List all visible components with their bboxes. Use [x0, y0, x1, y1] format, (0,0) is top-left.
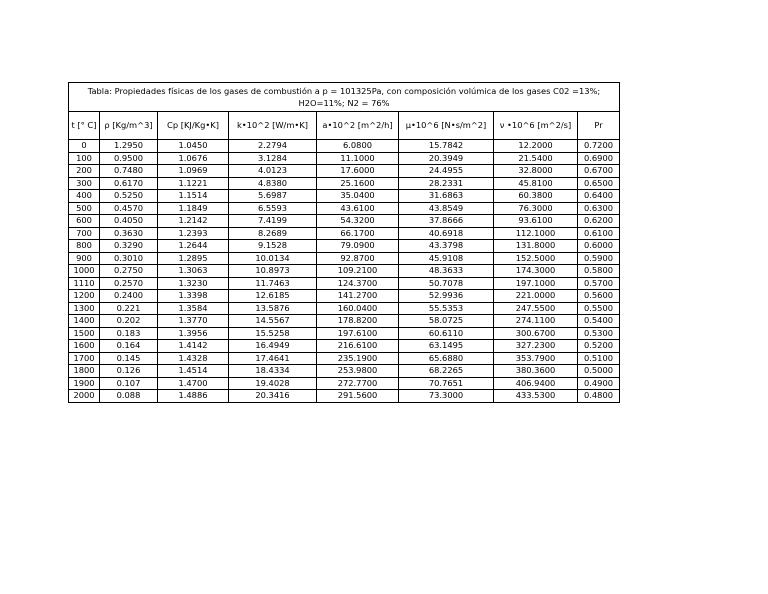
cell-col-specific-heat: 1.2644	[158, 240, 229, 253]
cell-col-prandtl: 0.7200	[578, 140, 620, 153]
table-row	[69, 140, 620, 153]
cell-col-prandtl: 0.5600	[578, 290, 620, 303]
cell-col-kinematic-viscosity: 76.3000	[494, 202, 578, 215]
cell-col-conductivity: 10.8973	[229, 265, 317, 278]
cell-col-specific-heat: 1.4886	[158, 390, 229, 403]
cell-col-density: 0.2400	[100, 290, 158, 303]
cell-col-dynamic-viscosity: 55.5353	[399, 302, 494, 315]
header-col-kinematic-viscosity: ν •10^6 [m^2/s]	[494, 112, 578, 140]
cell-col-temperature: 500	[69, 202, 100, 215]
table-row	[69, 302, 620, 315]
cell-col-prandtl: 0.4900	[578, 377, 620, 390]
cell-col-conductivity: 8.2689	[229, 227, 317, 240]
cell-col-density: 0.3630	[100, 227, 158, 240]
cell-col-conductivity: 10.0134	[229, 252, 317, 265]
cell-col-conductivity: 16.4949	[229, 340, 317, 353]
cell-col-prandtl: 0.5300	[578, 327, 620, 340]
cell-col-dynamic-viscosity: 60.6110	[399, 327, 494, 340]
cell-col-prandtl: 0.6000	[578, 240, 620, 253]
cell-col-conductivity: 5.6987	[229, 190, 317, 203]
cell-col-dynamic-viscosity: 70.7651	[399, 377, 494, 390]
cell-col-kinematic-viscosity: 152.5000	[494, 252, 578, 265]
table-row	[69, 215, 620, 228]
cell-col-kinematic-viscosity: 247.5500	[494, 302, 578, 315]
cell-col-density: 0.6170	[100, 177, 158, 190]
cell-col-diffusivity: 79.0900	[317, 240, 399, 253]
cell-col-diffusivity: 124.3700	[317, 277, 399, 290]
cell-col-conductivity: 4.8380	[229, 177, 317, 190]
cell-col-density: 0.3290	[100, 240, 158, 253]
cell-col-density: 0.145	[100, 352, 158, 365]
cell-col-kinematic-viscosity: 131.8000	[494, 240, 578, 253]
cell-col-kinematic-viscosity: 221.0000	[494, 290, 578, 303]
cell-col-prandtl: 0.6100	[578, 227, 620, 240]
cell-col-kinematic-viscosity: 353.7900	[494, 352, 578, 365]
cell-col-diffusivity: 6.0800	[317, 140, 399, 153]
cell-col-temperature: 1000	[69, 265, 100, 278]
cell-col-temperature: 1300	[69, 302, 100, 315]
table-row	[69, 265, 620, 278]
header-row	[69, 112, 620, 140]
cell-col-specific-heat: 1.2895	[158, 252, 229, 265]
cell-col-conductivity: 3.1284	[229, 152, 317, 165]
cell-col-specific-heat: 1.4142	[158, 340, 229, 353]
cell-col-dynamic-viscosity: 50.7078	[399, 277, 494, 290]
cell-col-diffusivity: 253.9800	[317, 365, 399, 378]
cell-col-dynamic-viscosity: 58.0725	[399, 315, 494, 328]
title-row	[69, 83, 620, 112]
cell-col-conductivity: 15.5258	[229, 327, 317, 340]
cell-col-diffusivity: 54.3200	[317, 215, 399, 228]
header-col-dynamic-viscosity: μ•10^6 [N•s/m^2]	[399, 112, 494, 140]
cell-col-diffusivity: 11.1000	[317, 152, 399, 165]
cell-col-diffusivity: 17.6000	[317, 165, 399, 178]
cell-col-dynamic-viscosity: 28.2331	[399, 177, 494, 190]
cell-col-temperature: 200	[69, 165, 100, 178]
cell-col-density: 0.164	[100, 340, 158, 353]
table-row	[69, 240, 620, 253]
cell-col-temperature: 800	[69, 240, 100, 253]
cell-col-specific-heat: 1.4328	[158, 352, 229, 365]
cell-col-kinematic-viscosity: 45.8100	[494, 177, 578, 190]
cell-col-diffusivity: 160.0400	[317, 302, 399, 315]
cell-col-diffusivity: 291.5600	[317, 390, 399, 403]
cell-col-dynamic-viscosity: 45.9108	[399, 252, 494, 265]
cell-col-specific-heat: 1.4514	[158, 365, 229, 378]
cell-col-prandtl: 0.5900	[578, 252, 620, 265]
cell-col-diffusivity: 43.6100	[317, 202, 399, 215]
cell-col-specific-heat: 1.2142	[158, 215, 229, 228]
cell-col-conductivity: 11.7463	[229, 277, 317, 290]
cell-col-conductivity: 18.4334	[229, 365, 317, 378]
cell-col-prandtl: 0.6700	[578, 165, 620, 178]
cell-col-kinematic-viscosity: 406.9400	[494, 377, 578, 390]
cell-col-diffusivity: 66.1700	[317, 227, 399, 240]
cell-col-kinematic-viscosity: 12.2000	[494, 140, 578, 153]
cell-col-temperature: 1200	[69, 290, 100, 303]
cell-col-specific-heat: 1.1514	[158, 190, 229, 203]
table-row	[69, 190, 620, 203]
cell-col-density: 0.221	[100, 302, 158, 315]
table-row	[69, 290, 620, 303]
header-col-temperature: t [° C]	[69, 112, 100, 140]
cell-col-temperature: 1600	[69, 340, 100, 353]
cell-col-specific-heat: 1.3770	[158, 315, 229, 328]
cell-col-specific-heat: 1.3230	[158, 277, 229, 290]
cell-col-diffusivity: 141.2700	[317, 290, 399, 303]
cell-col-specific-heat: 1.3956	[158, 327, 229, 340]
cell-col-temperature: 400	[69, 190, 100, 203]
table-row	[69, 152, 620, 165]
cell-col-dynamic-viscosity: 24.4955	[399, 165, 494, 178]
table-body	[69, 140, 620, 403]
cell-col-dynamic-viscosity: 40.6918	[399, 227, 494, 240]
cell-col-temperature: 100	[69, 152, 100, 165]
header-col-density: ρ [Kg/m^3]	[100, 112, 158, 140]
cell-col-dynamic-viscosity: 15.7842	[399, 140, 494, 153]
cell-col-prandtl: 0.6900	[578, 152, 620, 165]
cell-col-density: 0.4050	[100, 215, 158, 228]
header-col-prandtl: Pr	[578, 112, 620, 140]
cell-col-dynamic-viscosity: 37.8666	[399, 215, 494, 228]
cell-col-dynamic-viscosity: 68.2265	[399, 365, 494, 378]
cell-col-specific-heat: 1.0676	[158, 152, 229, 165]
table-row	[69, 390, 620, 403]
cell-col-density: 0.126	[100, 365, 158, 378]
cell-col-dynamic-viscosity: 31.6863	[399, 190, 494, 203]
cell-col-temperature: 0	[69, 140, 100, 153]
properties-table	[68, 82, 620, 403]
cell-col-conductivity: 9.1528	[229, 240, 317, 253]
cell-col-prandtl: 0.5200	[578, 340, 620, 353]
cell-col-kinematic-viscosity: 300.6700	[494, 327, 578, 340]
cell-col-conductivity: 12.6185	[229, 290, 317, 303]
cell-col-conductivity: 20.3416	[229, 390, 317, 403]
cell-col-temperature: 600	[69, 215, 100, 228]
cell-col-conductivity: 14.5567	[229, 315, 317, 328]
cell-col-temperature: 300	[69, 177, 100, 190]
cell-col-diffusivity: 109.2100	[317, 265, 399, 278]
cell-col-density: 0.9500	[100, 152, 158, 165]
cell-col-kinematic-viscosity: 197.1000	[494, 277, 578, 290]
cell-col-specific-heat: 1.3063	[158, 265, 229, 278]
cell-col-prandtl: 0.5000	[578, 365, 620, 378]
cell-col-dynamic-viscosity: 63.1495	[399, 340, 494, 353]
cell-col-density: 0.7480	[100, 165, 158, 178]
cell-col-prandtl: 0.5700	[578, 277, 620, 290]
cell-col-conductivity: 7.4199	[229, 215, 317, 228]
cell-col-density: 0.5250	[100, 190, 158, 203]
cell-col-density: 0.088	[100, 390, 158, 403]
cell-col-specific-heat: 1.4700	[158, 377, 229, 390]
cell-col-density: 0.183	[100, 327, 158, 340]
cell-col-dynamic-viscosity: 43.8549	[399, 202, 494, 215]
cell-col-diffusivity: 25.1600	[317, 177, 399, 190]
cell-col-dynamic-viscosity: 48.3633	[399, 265, 494, 278]
cell-col-kinematic-viscosity: 174.3000	[494, 265, 578, 278]
cell-col-specific-heat: 1.1849	[158, 202, 229, 215]
cell-col-diffusivity: 92.8700	[317, 252, 399, 265]
header-col-specific-heat: Cp [KJ/Kg•K]	[158, 112, 229, 140]
cell-col-prandtl: 0.6200	[578, 215, 620, 228]
cell-col-density: 0.202	[100, 315, 158, 328]
cell-col-dynamic-viscosity: 52.9936	[399, 290, 494, 303]
cell-col-specific-heat: 1.0450	[158, 140, 229, 153]
cell-col-prandtl: 0.4800	[578, 390, 620, 403]
cell-col-diffusivity: 235.1900	[317, 352, 399, 365]
cell-col-kinematic-viscosity: 60.3800	[494, 190, 578, 203]
cell-col-density: 0.3010	[100, 252, 158, 265]
cell-col-conductivity: 17.4641	[229, 352, 317, 365]
cell-col-conductivity: 6.5593	[229, 202, 317, 215]
table-row	[69, 177, 620, 190]
cell-col-diffusivity: 216.6100	[317, 340, 399, 353]
cell-col-dynamic-viscosity: 43.3798	[399, 240, 494, 253]
table-row	[69, 352, 620, 365]
cell-col-prandtl: 0.5100	[578, 352, 620, 365]
cell-col-diffusivity: 272.7700	[317, 377, 399, 390]
cell-col-kinematic-viscosity: 327.2300	[494, 340, 578, 353]
table-title: Tabla: Propiedades físicas de los gases de combustión a p = 101325Pa, con composición volúmica de los gases C02 =13%; H2O=11%; N2 = 76%	[69, 83, 620, 112]
cell-col-diffusivity: 178.8200	[317, 315, 399, 328]
cell-col-density: 0.4570	[100, 202, 158, 215]
cell-col-prandtl: 0.5400	[578, 315, 620, 328]
cell-col-dynamic-viscosity: 73.3000	[399, 390, 494, 403]
cell-col-kinematic-viscosity: 112.1000	[494, 227, 578, 240]
cell-col-temperature: 1700	[69, 352, 100, 365]
cell-col-prandtl: 0.6300	[578, 202, 620, 215]
cell-col-dynamic-viscosity: 65.6880	[399, 352, 494, 365]
cell-col-kinematic-viscosity: 21.5400	[494, 152, 578, 165]
cell-col-temperature: 1500	[69, 327, 100, 340]
cell-col-specific-heat: 1.0969	[158, 165, 229, 178]
cell-col-specific-heat: 1.1221	[158, 177, 229, 190]
table-row	[69, 340, 620, 353]
cell-col-temperature: 1400	[69, 315, 100, 328]
cell-col-temperature: 700	[69, 227, 100, 240]
cell-col-conductivity: 4.0123	[229, 165, 317, 178]
cell-col-prandtl: 0.6500	[578, 177, 620, 190]
cell-col-kinematic-viscosity: 274.1100	[494, 315, 578, 328]
cell-col-prandtl: 0.5800	[578, 265, 620, 278]
cell-col-specific-heat: 1.2393	[158, 227, 229, 240]
table-row	[69, 227, 620, 240]
table-row	[69, 377, 620, 390]
table-row	[69, 252, 620, 265]
cell-col-temperature: 900	[69, 252, 100, 265]
cell-col-prandtl: 0.5500	[578, 302, 620, 315]
cell-col-specific-heat: 1.3398	[158, 290, 229, 303]
table-row	[69, 327, 620, 340]
cell-col-density: 0.107	[100, 377, 158, 390]
cell-col-temperature: 1900	[69, 377, 100, 390]
cell-col-dynamic-viscosity: 20.3949	[399, 152, 494, 165]
cell-col-temperature: 1800	[69, 365, 100, 378]
cell-col-conductivity: 2.2794	[229, 140, 317, 153]
cell-col-diffusivity: 35.0400	[317, 190, 399, 203]
cell-col-conductivity: 13.5876	[229, 302, 317, 315]
table-row	[69, 277, 620, 290]
table-row	[69, 165, 620, 178]
cell-col-density: 1.2950	[100, 140, 158, 153]
cell-col-temperature: 1110	[69, 277, 100, 290]
cell-col-kinematic-viscosity: 433.5300	[494, 390, 578, 403]
table-row	[69, 365, 620, 378]
cell-col-diffusivity: 197.6100	[317, 327, 399, 340]
cell-col-conductivity: 19.4028	[229, 377, 317, 390]
cell-col-density: 0.2750	[100, 265, 158, 278]
cell-col-kinematic-viscosity: 380.3600	[494, 365, 578, 378]
table-row	[69, 202, 620, 215]
cell-col-kinematic-viscosity: 93.6100	[494, 215, 578, 228]
table-row	[69, 315, 620, 328]
header-col-diffusivity: a•10^2 [m^2/h]	[317, 112, 399, 140]
cell-col-density: 0.2570	[100, 277, 158, 290]
cell-col-temperature: 2000	[69, 390, 100, 403]
cell-col-kinematic-viscosity: 32.8000	[494, 165, 578, 178]
cell-col-specific-heat: 1.3584	[158, 302, 229, 315]
cell-col-prandtl: 0.6400	[578, 190, 620, 203]
header-col-conductivity: k•10^2 [W/m•K]	[229, 112, 317, 140]
